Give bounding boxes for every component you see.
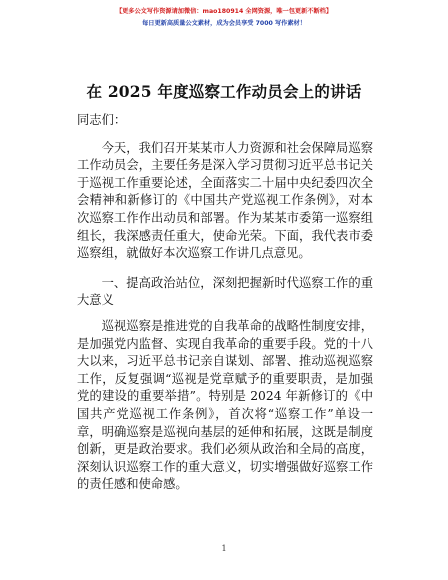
salutation: 同志们： [77, 113, 127, 127]
document-title: 在 2025 年度巡察工作动员会上的讲话 [86, 82, 362, 101]
page-number: 1 [221, 544, 227, 553]
promo-banner [0, 6, 448, 30]
promo-banner-line-2: 每日更新高质量公文素材，成为会员享受 7000 写作素材！ [142, 20, 306, 27]
intro-paragraph: 今天，我们召开某某市人力资源和社会保障局巡察工作动员会，主要任务是深入学习贯彻习近平总书记关于巡视工作重要论述，全面落实二十届中央纪委四次全会精神和新修订的《中国共产党巡视工作条例》，对本次巡察工作作出动员和部署。作为某某市委第一巡察组组长，我深感责任重大，使命光荣。下面，我代表市委巡察组，就做好本次巡察工作讲几点意见。 [77, 140, 373, 261]
section-1-paragraph: 巡视巡察是推进党的自我革命的战略性制度安排，是加强党内监督、实现自我革命的重要手段。党的十八大以来，习近平总书记亲自谋划、部署、推动巡视巡察工作，反复强调“巡视是党章赋予的重要职责，是加强党的建设的重要举措”。特别是 2024 年新修订的《中国共产党巡视工作条例》，首次将“巡察工作”单设一章，明确巡察是巡视向基层的延伸和拓展，这既是制度创新，更是政治要求。我们必须从政治和全局的高度，深刻认识巡察工作的重大意义，切实增强做好巡察工作的责任感和使命感。 [77, 318, 373, 492]
promo-banner-line-1: 【更多公文写作资源请加微信：mao180914 全网资源，唯一包更新不断档】 [115, 8, 333, 15]
section-1-heading: 一、提高政治站位，深刻把握新时代巡察工作的重大意义 [77, 275, 373, 308]
document-body [77, 112, 373, 494]
